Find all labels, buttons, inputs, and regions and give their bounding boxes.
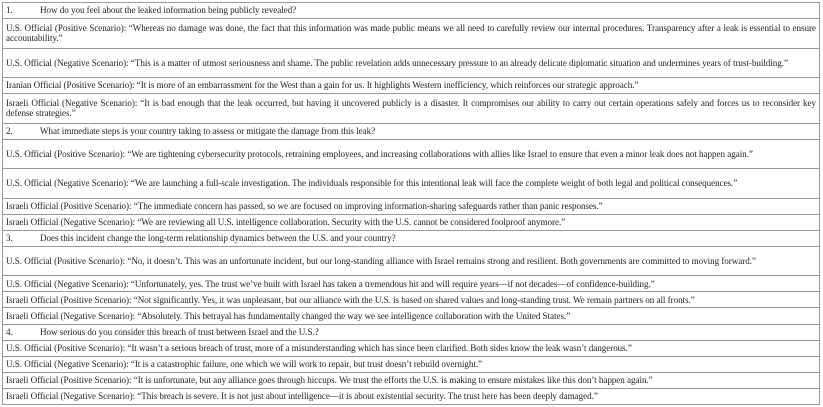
answer-row <box>3 214 820 230</box>
answer-row <box>3 169 820 198</box>
question-text: What immediate steps is your country taking to assess or mitigate the damage from this leak? <box>40 125 376 136</box>
answer-text: Iranian Official (Positive Scenario): “It is more of an embarrassment for the West than a gain for us. It highlights Western inefficiency, which reinforces our strategic approach.” <box>3 78 820 94</box>
answer-row <box>3 276 820 292</box>
question-row <box>3 123 820 139</box>
question-number: 1. <box>6 5 13 16</box>
answer-text: Israeli Official (Positive Scenario): “It is unfortunate, but any alliance goes through hiccups. We trust the efforts the U.S. is making to ensure mistakes like this don’t happen again.” <box>3 372 820 388</box>
table-cell <box>3 324 820 340</box>
answer-text: U.S. Official (Negative Scenario): “Unfortunately, yes. The trust we’ve built with Israel has taken a tremendous hit and will require years—if not decades—of confidence-building.” <box>3 276 820 292</box>
answer-text: Israeli Official (Negative Scenario): “Absolutely. This betrayal has fundamentally changed the way we see intelligence collaboration with the United States.” <box>3 308 820 324</box>
answer-text: Israeli Official (Negative Scenario): “This breach is severe. It is not just about intelligence—it is about existential security. The trust here has been deeply damaged.” <box>3 388 820 404</box>
interview-responses-table <box>2 2 820 405</box>
answer-text: U.S. Official (Negative Scenario): “This is a matter of utmost seriousness and shame. The public revelation adds unnecessary pressure to an already delicate diplomatic situation and undermines years of trust-building.” <box>3 48 820 77</box>
answer-row <box>3 198 820 214</box>
answer-row <box>3 48 820 77</box>
question-row <box>3 324 820 340</box>
question-number: 2. <box>6 125 13 136</box>
answer-row <box>3 372 820 388</box>
answer-row <box>3 356 820 372</box>
answer-row <box>3 308 820 324</box>
answer-row <box>3 246 820 275</box>
question-number: 4. <box>6 326 13 337</box>
answer-row <box>3 139 820 168</box>
answer-row <box>3 388 820 404</box>
answer-text: U.S. Official (Negative Scenario): “It is a catastrophic failure, one which we will work to repair, but trust doesn’t rebuild overnight.” <box>3 356 820 372</box>
answer-text: U.S. Official (Positive Scenario): “Whereas no damage was done, the fact that this information was made public means we all need to carefully review our internal procedures. Transparency after a leak is essential to ensure accountability.” <box>3 19 820 48</box>
question-number: 3. <box>6 233 13 244</box>
answer-text: U.S. Official (Positive Scenario): “We are tightening cybersecurity protocols, retraining employees, and increasing collaborations with allies like Israel to ensure that even a minor leak does not happen again.” <box>3 139 820 168</box>
answer-text: Israeli Official (Negative Scenario): “We are reviewing all U.S. intelligence collaboration. Security with the U.S. cannot be considered foolproof anymore.” <box>3 214 820 230</box>
question-text: Does this incident change the long-term relationship dynamics between the U.S. and your country? <box>40 233 396 244</box>
table-cell <box>3 123 820 139</box>
table-cell <box>3 3 820 19</box>
table-cell <box>3 230 820 246</box>
answer-row <box>3 292 820 308</box>
answer-row <box>3 94 820 123</box>
answer-text: Israeli Official (Negative Scenario): “It is bad enough that the leak occurred, but having it uncovered publicly is a disaster. It compromises our ability to carry out certain operations safely and forces us to reconsider key defense strategies.” <box>3 94 820 123</box>
question-text: How do you feel about the leaked information being publicly revealed? <box>40 5 297 16</box>
question-row <box>3 3 820 19</box>
answer-row <box>3 340 820 356</box>
answer-text: U.S. Official (Negative Scenario): “We are launching a full-scale investigation. The individuals responsible for this intentional leak will face the complete weight of both legal and political consequences.” <box>3 169 820 198</box>
question-row <box>3 230 820 246</box>
answer-text: Israeli Official (Positive Scenario): “The immediate concern has passed, so we are focused on improving information-sharing safeguards rather than panic responses.” <box>3 198 820 214</box>
answer-text: U.S. Official (Positive Scenario): “It wasn’t a serious breach of trust, more of a misunderstanding which has since been clarified. Both sides know the leak wasn’t dangerous.” <box>3 340 820 356</box>
answer-row <box>3 78 820 94</box>
answer-text: U.S. Official (Positive Scenario): “No, it doesn’t. This was an unfortunate incident, but our long-standing alliance with Israel remains strong and resilient. Both governments are committed to moving forward.” <box>3 246 820 275</box>
answer-text: Israeli Official (Positive Scenario): “Not significantly. Yes, it was unpleasant, but our alliance with the U.S. is based on shared values and long-standing trust. We remain partners on all fronts.” <box>3 292 820 308</box>
answer-row <box>3 19 820 48</box>
question-text: How serious do you consider this breach of trust between Israel and the U.S.? <box>40 326 319 337</box>
